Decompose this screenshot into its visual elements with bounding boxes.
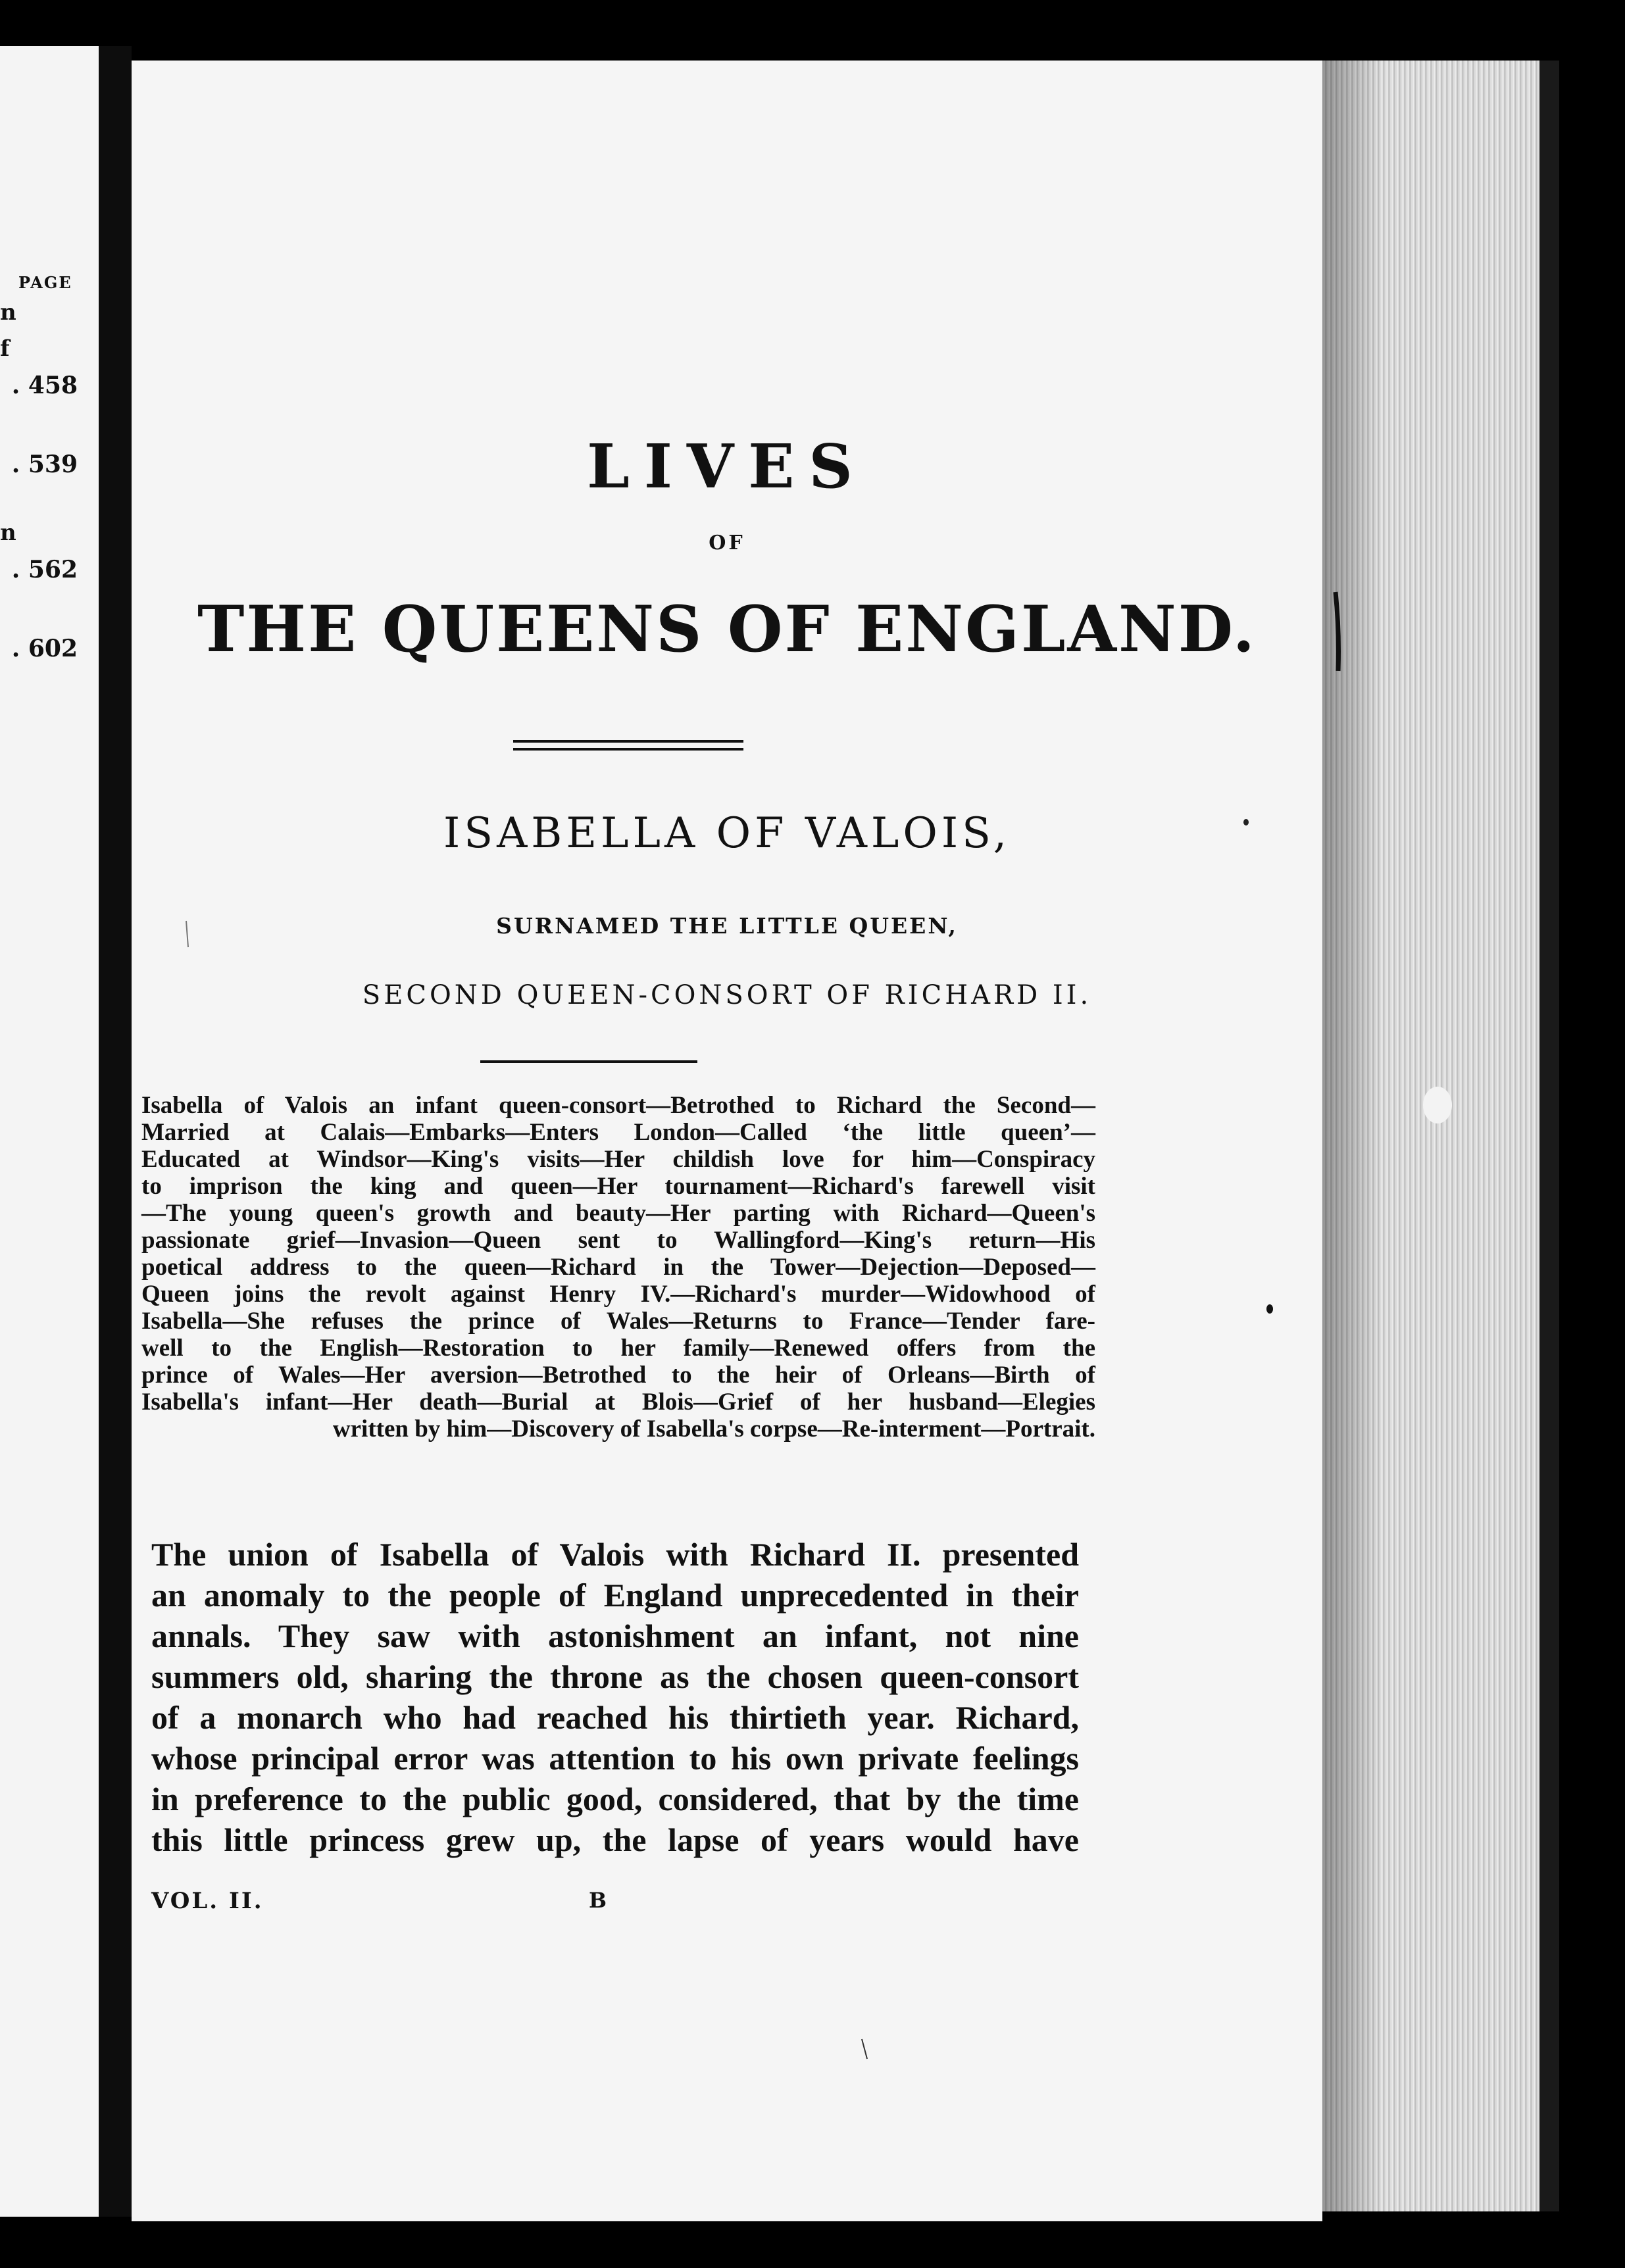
chapter-surname: SURNAMED THE LITTLE QUEEN, (496, 913, 958, 939)
toc-page-number: . 539 (11, 451, 78, 478)
argument-line: to imprison the king and queen—Her tournament—Richard's farewell visit (141, 1173, 1095, 1200)
body-line: summers old, sharing the throne as the chosen queen-consort (151, 1658, 1079, 1695)
toc-fragment: f (0, 335, 10, 362)
argument-line: Queen joins the revolt against Henry IV.—Richard's murder—Widowhood of (141, 1281, 1095, 1308)
argument-line: Isabella—She refuses the prince of Wales—Returns to France—Tender fare- (141, 1308, 1095, 1335)
body-line: an anomaly to the people of England unprecedented in their (151, 1577, 1079, 1614)
toc-page-number: . 562 (11, 556, 78, 583)
volume-label: VOL. II. (151, 1888, 264, 1914)
body-line: this little princess grew up, the lapse of years would have (151, 1821, 1079, 1858)
argument-line: written by him—Discovery of Isabella's corpse—Re-interment—Portrait. (332, 1416, 1095, 1442)
body-line: The union of Isabella of Valois with Richard II. presented (151, 1536, 1079, 1573)
argument-line: —The young queen's growth and beauty—Her parting with Richard—Queen's (141, 1200, 1095, 1227)
toc-fragment: n (0, 520, 16, 546)
toc-heading: PAGE (18, 273, 72, 292)
body-line: annals. They saw with astonishment an infant, not nine (151, 1617, 1079, 1654)
chapter-subject: ISABELLA OF VALOIS, (443, 809, 1011, 858)
argument-line: Isabella's infant—Her death—Burial at Blois—Grief of her husband—Elegies (141, 1389, 1095, 1416)
toc-fragment: n (0, 299, 16, 326)
title-of: OF (709, 531, 745, 555)
argument-line: passionate grief—Invasion—Queen sent to Wallingford—King's return—His (141, 1227, 1095, 1254)
argument-line: Married at Calais—Embarks—Enters London—Called ‘the little queen’— (141, 1119, 1095, 1146)
toc-page-number: . 458 (11, 372, 78, 399)
title-queens: THE QUEENS OF ENGLAND. (197, 592, 1257, 666)
argument-line: well to the English—Restoration to her family—Renewed offers from the (141, 1335, 1095, 1362)
argument-line: Educated at Windsor—King's visits—Her childish love for him—Conspiracy (141, 1146, 1095, 1173)
argument-line: poetical address to the queen—Richard in the Tower—Dejection—Deposed— (141, 1254, 1095, 1281)
signature-mark: B (589, 1888, 607, 1913)
body-line: of a monarch who had reached his thirtieth year. Richard, (151, 1699, 1079, 1736)
body-line: whose principal error was attention to his own private feelings (151, 1740, 1079, 1777)
chapter-consort: SECOND QUEEN-CONSORT OF RICHARD II. (362, 980, 1092, 1010)
toc-page-number: . 602 (11, 635, 78, 662)
body-line: in preference to the public good, considered, that by the time (151, 1781, 1079, 1817)
argument-line: Isabella of Valois an infant queen-consort—Betrothed to Richard the Second— (141, 1092, 1095, 1119)
argument-line: prince of Wales—Her aversion—Betrothed to the heir of Orleans—Birth of (141, 1362, 1095, 1389)
title-lives: LIVES (587, 431, 867, 502)
